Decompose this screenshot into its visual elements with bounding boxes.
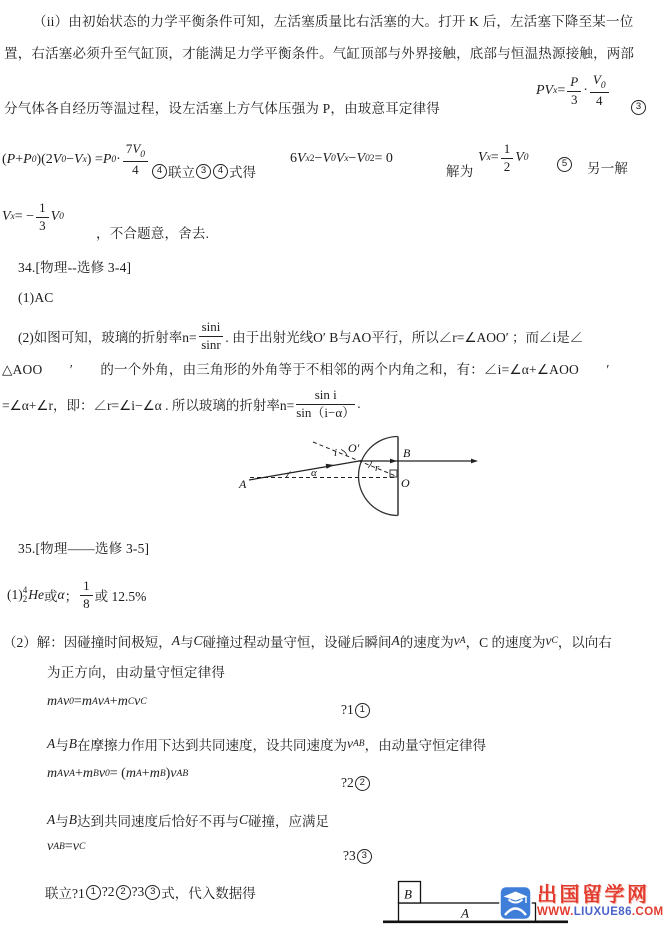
watermark-url-com: .COM <box>631 906 664 918</box>
i-angle-label: i <box>334 447 338 459</box>
equation-boyle-law: PV x = $\frac{P}{3}$ · $\frac{V_0}{4}$ <box>536 72 611 110</box>
p35-title: 35.[物理——选修 3-5] <box>18 541 150 556</box>
combine-eq34-text: 4 联立 3 4 式得 <box>151 161 256 181</box>
point-o-prime-label: O′ <box>348 441 360 455</box>
watermark-url <box>537 906 664 919</box>
p35-solution-line3: A 与 B 在摩擦力作用下达到共同速度，设共同速度为 v AB ，由动量守恒定律得 <box>47 736 487 753</box>
alpha-angle-label: α <box>311 467 317 479</box>
rejected-solution-note: ，不合题意，舍去. <box>96 226 210 241</box>
watermark-url-domain: LIUXUE86 <box>573 906 632 918</box>
p33-paragraph-line2: 置，右活塞必须升至气缸顶，才能满足力学平衡条件。气缸顶部与外界接触，底部与恒温热源接触，两部 <box>4 46 635 61</box>
i-angle-arc <box>341 450 347 456</box>
exit-ray-arrowhead-1 <box>390 459 397 464</box>
p33-paragraph-line1: （ii）由初始状态的力学平衡条件可知，左活塞质量比右活塞的大。打开 K 后，左活塞下降至某一位 <box>33 14 634 29</box>
equation-tag-3: ?3 3 <box>343 848 373 864</box>
p35-solution-line4: A 与 B 达到共同速度后恰好不再与 C 碰撞，应满足 <box>47 812 330 829</box>
optics-diagram <box>230 427 485 537</box>
momentum-equation-2: m A v A + m B v 0 = ( m A + m B ) v AB <box>47 766 189 781</box>
watermark-texts <box>537 884 664 919</box>
liuxue86-logo-icon <box>499 884 532 921</box>
alpha-angle-arc <box>286 472 291 478</box>
momentum-equation-1: m A v 0 = m A v A + m C v C <box>47 694 147 709</box>
incident-ray-arrowhead <box>326 464 334 469</box>
p34-line-refraction: (2)如图可知，玻璃的折射率n= $\frac{\sin i}{\sin r}$ . 由于出射光线O′ B与AO平行，所以∠r=∠AOO′ ；而∠i是∠ <box>18 318 584 352</box>
equation-4: ( P + P 0 )(2 V 0 − V x ) = P 0 · $\frac{7V_0}{4}$ <box>2 140 150 180</box>
p34-line-index-result: =∠α+∠r，即：∠r=∠i−∠α . 所以玻璃的折射率n= $\frac{\text{sin i}}{\sin(i-\alpha)}$ . <box>2 386 361 420</box>
p34-answer-1: (1)AC <box>18 290 54 305</box>
equation-tag-1: ?1 1 <box>341 702 371 718</box>
equation-tag-2: ?2 2 <box>341 775 371 791</box>
equation-5-solution: V x = $\frac{1}{2}$ V 0 <box>478 140 529 174</box>
p35-solution-line2: 为正方向，由动量守恒定律得 <box>47 665 226 680</box>
point-o-label: O <box>401 476 410 490</box>
equation-rejected-solution: V x = − $\frac{1}{3}$ V 0 <box>2 199 64 233</box>
exit-ray-arrowhead-2 <box>471 459 478 464</box>
block-b-label: B <box>404 886 412 902</box>
another-solution-text: 另一解 <box>587 161 629 176</box>
r-angle-label: r <box>375 462 380 474</box>
glass-curved-surface <box>359 437 399 516</box>
watermark-url-www: WWW. <box>537 906 574 918</box>
watermark-site-name: 出国留学网 <box>537 884 650 906</box>
point-b-label: B <box>403 446 411 460</box>
p33-paragraph-line3: 分气体各自经历等温过程，设左活塞上方气体压强为 P，由玻意耳定律得 <box>4 101 440 116</box>
p35-solution-line5: 联立?1 1 ?2 2 ?3 3 式，代入数据得 <box>45 884 256 901</box>
p35-answer-1: (1) 4 2 He 或 α ； $\frac{1}{8}$ 或 12.5% <box>7 577 147 611</box>
equation-number-5-badge: 5 <box>557 157 572 172</box>
incident-ray <box>249 461 362 481</box>
watermark <box>499 884 664 921</box>
point-a-label: A <box>239 477 247 491</box>
block-a-label: A <box>461 905 469 921</box>
equation-number-3-badge: 3 <box>631 100 646 115</box>
p34-line-exterior-angle: △AOO ′ 的一个外角，由三角形的外角等于不相邻的两个内角之和，有：∠i=∠α+∠AOO ′ <box>2 362 610 377</box>
solve-as-text: 解为 <box>446 164 474 179</box>
p35-solution-line1: （2）解：因碰撞时间极短， A 与 C 碰撞过程动量守恒，设碰后瞬间 A 的速度为 v A ，C 的速度为 v C ，以向右 <box>3 633 612 650</box>
p34-title: 34.[物理--选修 3-4] <box>18 260 132 275</box>
momentum-equation-3: v AB = v C <box>47 839 86 854</box>
right-angle-mark <box>390 470 397 477</box>
equation-quadratic: 6 V x 2 − V 0 V x − V 0 2 = 0 <box>290 151 393 166</box>
